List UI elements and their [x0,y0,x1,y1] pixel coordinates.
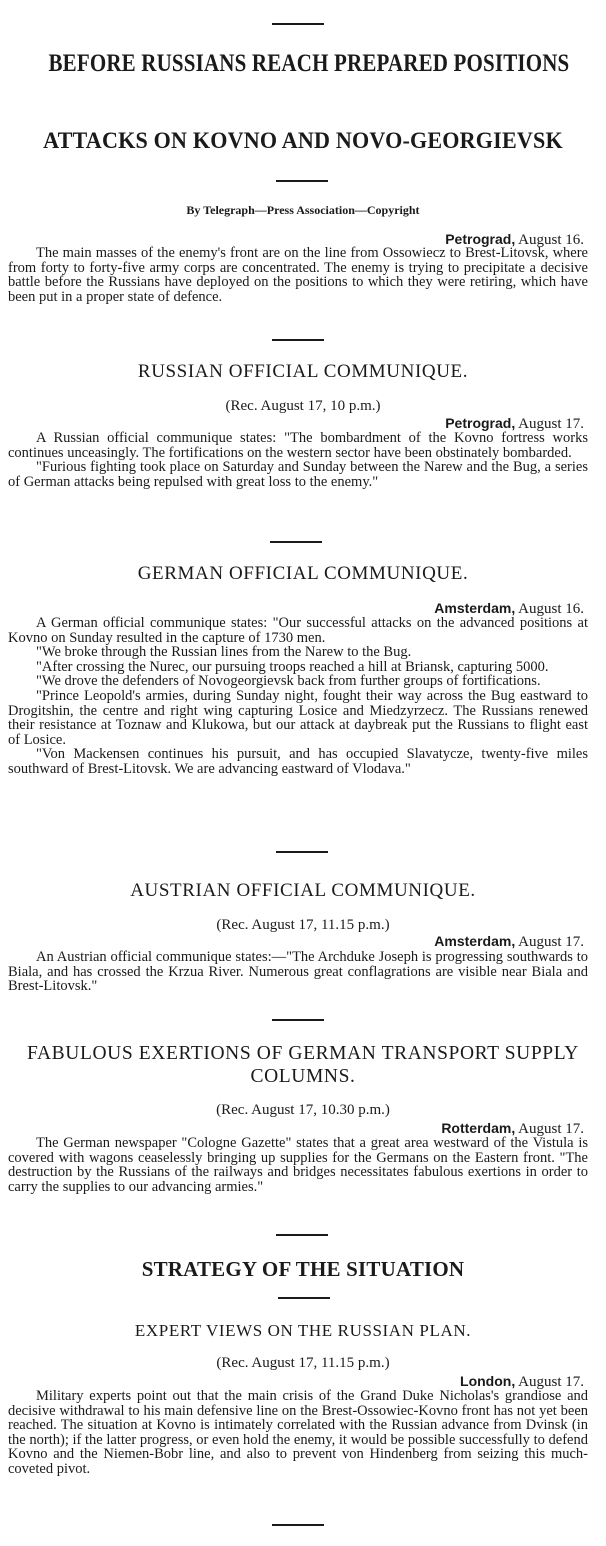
paragraph: "We broke through the Russian lines from the Narew to the Bug. [36,644,412,661]
received-time: (Rec. August 17, 11.15 p.m.) [216,1355,390,1371]
received-time: (Rec. August 17, 10 p.m.) [225,398,381,414]
section-heading: RUSSIAN OFFICIAL COMMUNIQUE. [137,361,469,382]
dateline-date: August 17. [518,934,584,950]
paragraph: The German newspaper "Cologne Gazette" states that a great area westward of the Vistula is covered with wagons ceaselessly bringing up supplies for the Germans on the Eastern front. "The destruction by the Russians of the railways and bridges necessitates fabulous exertions in order to carry the supplies to our advancing armies." [8,1135,588,1195]
dateline-place: Rotterdam, [441,1120,516,1136]
section-heading: AUSTRIAN OFFICIAL COMMUNIQUE. [130,880,476,901]
section-heading: FABULOUS EXERTIONS OF GERMAN TRANSPORT SUPPLY COLUMNS. [26,1043,579,1087]
article-body [8,1389,588,1477]
section-headline: STRATEGY OF THE SITUATION [141,1257,465,1281]
separator-rule [276,851,328,853]
dateline-place: London, [460,1373,516,1389]
separator-rule [272,339,324,341]
article-body [8,246,588,304]
received-time: (Rec. August 17, 10.30 p.m.) [216,1102,390,1118]
byline: By Telegraph—Press Association—Copyright [186,203,420,217]
article-body [8,431,588,489]
separator-rule [272,1524,324,1526]
paragraph: "After crossing the Nurec, our pursuing troops reached a hill at Briansk, capturing 5000. [36,658,549,675]
sub-headline: ATTACKS ON KOVNO AND NOVO-GEORGIEVSK [43,128,563,154]
dateline-date: August 17. [518,416,584,432]
dateline-place: Petrograd, [445,231,516,247]
paragraph: "We drove the defenders of Novogeorgievsk back from further groups of fortifications. [36,673,541,690]
dateline-date: August 16. [518,601,584,617]
paragraph: A German official communique states: "Our successful attacks on the advanced positions at Kovno on Sunday resulted in the capture of 1730 men. [8,615,588,646]
paragraph: A Russian official communique states: "The bombardment of the Kovno fortress works continues unceasingly. The fortifications on the western sector have been obstinately bombarded. [8,430,588,461]
separator-rule [276,180,328,182]
main-headline: BEFORE RUSSIANS REACH PREPARED POSITIONS [48,50,570,77]
dateline-place: Amsterdam, [434,933,516,949]
section-heading: GERMAN OFFICIAL COMMUNIQUE. [137,563,469,584]
dateline-date: August 17. [518,1374,584,1390]
article-body [8,950,588,994]
section-heading: EXPERT VIEWS ON THE RUSSIAN PLAN. [134,1321,472,1340]
received-time: (Rec. August 17, 11.15 p.m.) [216,917,390,933]
paragraph: An Austrian official communique states:—"The Archduke Joseph is progressing southwards to Biala, and has crossed the Krzua River. Numerous great conflagrations are visible near Biala and Brest-Litovsk." [8,949,588,995]
dateline-date: August 16. [518,232,584,248]
separator-rule [278,1297,330,1299]
dateline-place: Amsterdam, [434,600,516,616]
dateline-date: August 17. [518,1121,584,1137]
separator-rule [272,1019,324,1021]
paragraph: "Furious fighting took place on Saturday and Sunday between the Narew and the Bug, a series of German attacks being repulsed with great loss to the enemy." [8,459,588,490]
separator-rule [272,23,324,25]
separator-rule [270,541,322,543]
article-body [8,616,588,777]
separator-rule [276,1234,328,1236]
dateline-place: Petrograd, [445,415,516,431]
paragraph: The main masses of the enemy's front are on the line from Ossowiecz to Brest-Litovsk, where from forty to forty-five army corps are concentrated. The enemy is trying to precipitate a decisive battle before the Russians have deployed on the positions to which they were retiring, which have been put in a proper state of defence. [8,245,588,305]
paragraph: "Von Mackensen continues his pursuit, and has occupied Slavatycze, twenty-five miles southward of Brest-Litovsk. We are advancing eastward of Vlodava." [8,746,588,777]
article-body [8,1136,588,1194]
paragraph: "Prince Leopold's armies, during Sunday night, fought their way across the Bug eastward to Drogitshin, the centre and right wing capturing Losice and Miedzyrzecz. The Russians renewed their resistance at Toznaw and Klukowa, but our attack at daybreak put the Russians to flight east of Losice. [8,687,588,748]
paragraph: Military experts point out that the main crisis of the Grand Duke Nicholas's grandiose and decisive withdrawal to his main defensive line on the Brest-Ossowiec-Kovno front has not yet been reached. The situation at Kovno is intimately correlated with the Russian advance from Dvinsk (in the north); if the latter progress, or even hold the enemy, it would be possible successfully to defend Kovno and the Niemen-Bobr line, and also to prevent von Hindenberg from seizing this much-coveted pivot. [8,1388,588,1477]
